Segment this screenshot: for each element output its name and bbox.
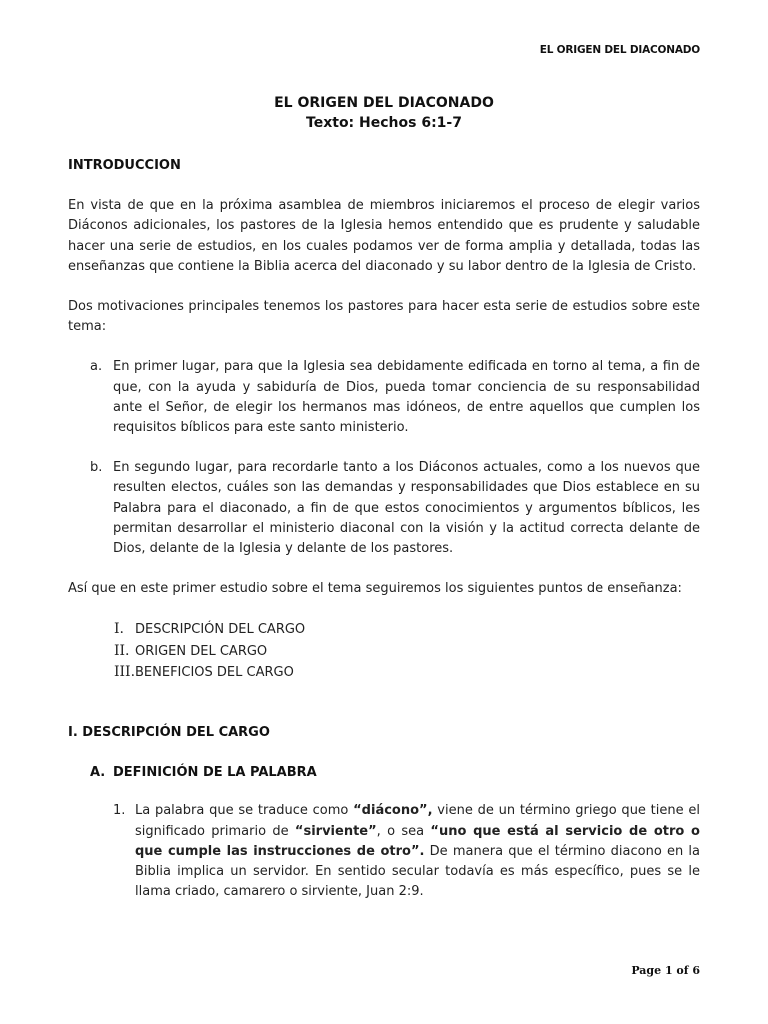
list-marker: I. <box>114 621 124 638</box>
list-item-text: ORIGEN DEL CARGO <box>135 643 268 659</box>
list-marker: III. <box>114 664 136 681</box>
list-marker: 1. <box>113 803 126 819</box>
list-item-text: En segundo lugar, para recordarle tanto a los Diáconos actuales, como a los nuevos que resulten electos, cuáles son las demandas y responsabilidades que Dios establece en su Palabra para el diaconado, a fin de que estos conocimientos y argumentos bíblicos, les permitan desarrollar el ministerio diaconal con la visión y la actitud correcta delante de Dios, delante de la Iglesia y delante de los pastores. <box>113 460 700 557</box>
list-marker: a. <box>90 359 103 375</box>
page-number: Page 1 of 6 <box>631 964 700 977</box>
list-item <box>68 641 700 663</box>
text-run: , o sea <box>376 823 431 839</box>
list-item <box>68 619 700 641</box>
definition-text <box>135 803 700 899</box>
document-body <box>68 156 700 902</box>
list-marker: b. <box>90 460 103 476</box>
text-run: La palabra que se traduce como <box>135 803 354 819</box>
definition-list <box>68 801 700 902</box>
list-item-text: DESCRIPCIÓN DEL CARGO <box>135 622 306 638</box>
list-item <box>68 458 700 559</box>
subsection-title: DEFINICIÓN DE LA PALABRA <box>113 765 317 781</box>
text-run: De manera que el término diacono en la Biblia implica un servidor. En sentido secular todavía es más específico, pues se le llama criado, camarero o sirviente, Juan 2:9. <box>135 843 700 900</box>
bold-term-sirviente: “sirviente” <box>294 823 377 839</box>
subsection-heading <box>68 763 700 783</box>
list-item-text: En primer lugar, para que la Iglesia sea debidamente edificada en torno al tema, a fin de que, con la ayuda y sabiduría de Dios, pueda tomar conciencia de su responsabilidad ante el Señor, de elegir los hermanos mas idóneos, de entre aquellos que cumplen los requisitos bíblicos para este santo ministerio. <box>113 359 700 436</box>
list-item <box>68 662 700 684</box>
motivations-paragraph: Dos motivaciones principales tenemos los pastores para hacer esta serie de estudios sobre este tema: <box>68 299 700 335</box>
teaching-points-list <box>68 619 700 684</box>
bold-definition: “uno que está al servicio de otro o que cumple las instrucciones de otro”. <box>135 823 700 859</box>
title-block <box>0 93 768 133</box>
section-heading: I. DESCRIPCIÓN DEL CARGO <box>68 724 270 740</box>
bold-term-diacono: “diácono”, <box>353 803 433 819</box>
list-marker: II. <box>114 642 130 659</box>
running-header: EL ORIGEN DEL DIACONADO <box>539 44 700 56</box>
text-run: viene de un término griego que tiene el significado primario de <box>135 803 700 839</box>
intro-paragraph: En vista de que en la próxima asamblea de miembros iniciaremos el proceso de elegir varios Diáconos adicionales, los pastores de la Iglesia hemos entendido que es prudente y saludable hacer una serie de estudios, en los cuales podamos ver de forma amplia y detallada, todas las enseñanzas que contiene la Biblia acerca del diaconado y su labor dentro de la Iglesia de Cristo. <box>68 198 700 274</box>
motivations-list <box>68 357 700 559</box>
list-item <box>68 801 700 902</box>
subsection-marker: A. <box>90 765 106 781</box>
points-intro-paragraph: Así que en este primer estudio sobre el tema seguiremos los siguientes puntos de enseñanza: <box>68 581 682 597</box>
document-subtitle: Texto: Hechos 6:1-7 <box>306 115 462 131</box>
document-title: EL ORIGEN DEL DIACONADO <box>274 95 494 111</box>
list-item-text: BENEFICIOS DEL CARGO <box>135 665 294 681</box>
intro-heading: INTRODUCCION <box>68 158 181 173</box>
list-item <box>68 357 700 438</box>
